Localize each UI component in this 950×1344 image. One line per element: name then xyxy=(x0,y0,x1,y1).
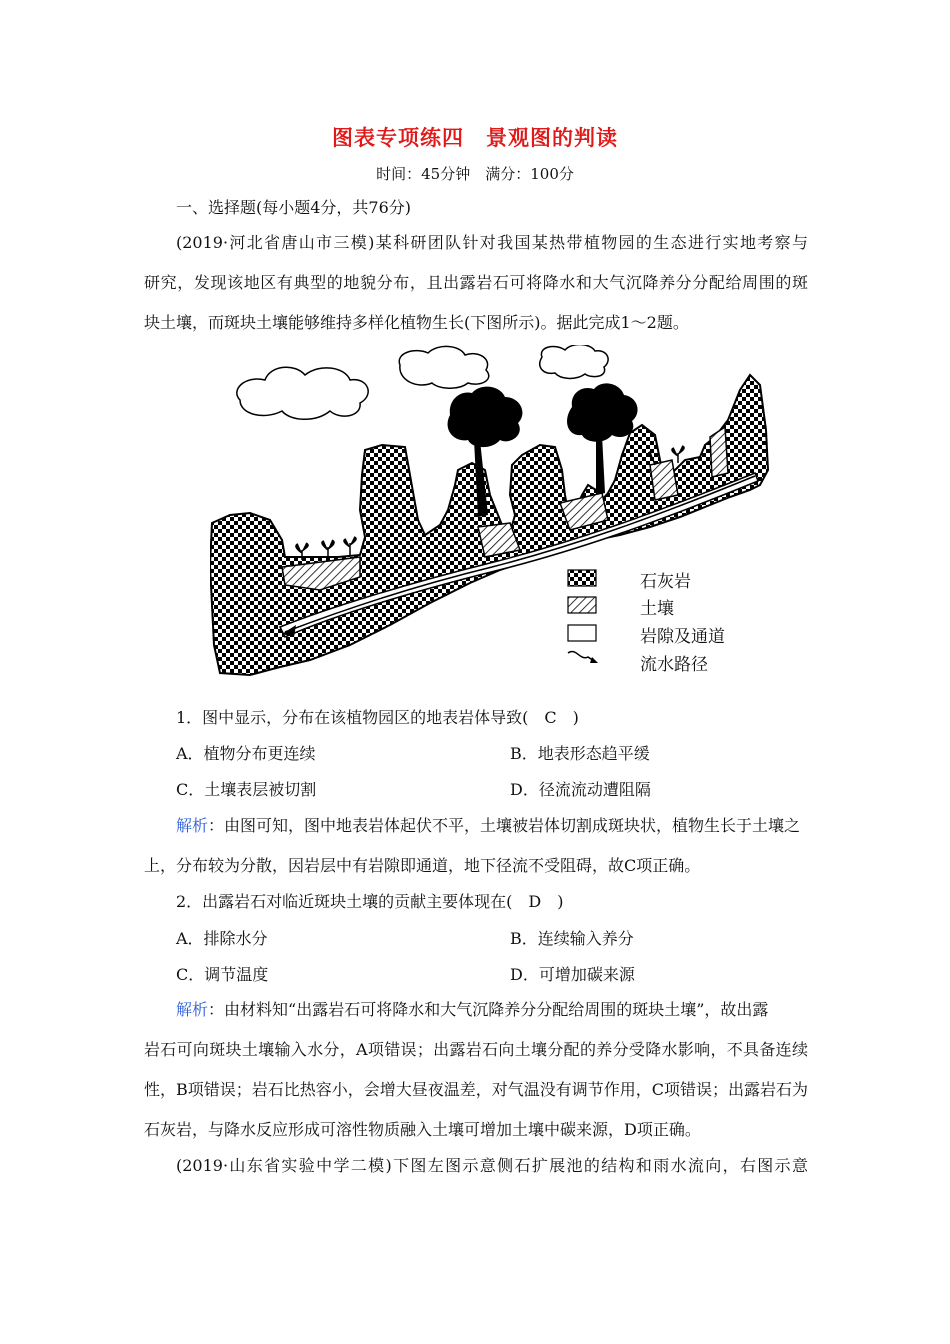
q2-option-a: A．排除水分 xyxy=(176,929,268,948)
intro-line-3: 块土壤，而斑块土壤能够维持多样化植物生长(下图所示)。据此完成1～2题。 xyxy=(144,313,689,332)
legend-gap-swatch xyxy=(568,625,596,641)
cloud-right xyxy=(540,345,608,378)
q1-explanation-line-2: 上，分布较为分散，因岩层中有岩隙即通道，地下径流不受阻碍，故C项正确。 xyxy=(144,856,701,875)
q2-explanation-line-4: 石灰岩，与降水反应形成可溶性物质融入土壤可增加土壤中碳来源，D项正确。 xyxy=(144,1120,701,1139)
intro-2: (2019·山东省实验中学二模)下图左图示意侧石扩展池的结构和雨水流向，右图示意 xyxy=(176,1156,808,1175)
q2-explanation-line-2: 岩石可向斑块土壤输入水分，A项错误；出露岩石向土壤分配的养分受降水影响，不具备连续 xyxy=(144,1040,808,1059)
q2-stem: 2．出露岩石对临近斑块土壤的贡献主要体现在( D ) xyxy=(176,892,564,911)
q1-option-c: C．土壤表层被切割 xyxy=(176,780,317,799)
page-title: 图表专项练四 景观图的判读 xyxy=(332,125,618,150)
q1-stem: 1．图中显示，分布在该植物园区的地表岩体导致( C ) xyxy=(176,708,579,727)
soil-patch-4 xyxy=(650,460,678,500)
legend-soil-label: 土壤 xyxy=(640,599,674,619)
q1-explanation-label: 解析 xyxy=(176,816,209,835)
soil-patch-5 xyxy=(710,427,728,477)
q2-option-b: B．连续输入养分 xyxy=(510,929,634,948)
cloud-middle xyxy=(399,346,489,388)
q2-explanation-label: 解析 xyxy=(176,1000,209,1019)
legend-gap-label: 岩隙及通道 xyxy=(640,627,725,647)
section-heading: 一、选择题(每小题4分，共76分) xyxy=(176,198,412,217)
q2-explanation-line-1: 解析：由材料知“出露岩石可将降水和大气沉降养分分配给周围的斑块土壤”，故出露 xyxy=(176,1000,769,1019)
intro-line-1: (2019·河北省唐山市三模)某科研团队针对我国某热带植物园的生态进行实地考察与 xyxy=(176,233,808,252)
legend-flow-label: 流水路径 xyxy=(640,655,708,675)
legend-limestone-label: 石灰岩 xyxy=(640,572,691,592)
q1-option-a: A．植物分布更连续 xyxy=(176,744,316,763)
intro-line-2: 研究，发现该地区有典型的地貌分布，且出露岩石可将降水和大气沉降养分分配给周围的斑 xyxy=(144,273,808,292)
q2-explanation-line-3: 性，B项错误；岩石比热容小，会增大昼夜温差，对气温没有调节作用，C项错误；出露岩石为 xyxy=(144,1080,809,1099)
q2-option-d: D．可增加碳来源 xyxy=(510,965,635,984)
q1-option-b: B．地表形态趋平缓 xyxy=(510,744,650,763)
time-score: 时间：45分钟 满分：100分 xyxy=(376,165,574,183)
q1-option-d: D．径流流动遭阻隔 xyxy=(510,780,651,799)
q1-explanation-line-1: 解析：由图可知，图中地表岩体起伏不平，土壤被岩体切割成斑块状，植物生长于土壤之 xyxy=(176,816,801,835)
q2-option-c: C．调节温度 xyxy=(176,965,269,984)
cloud-left xyxy=(237,367,368,419)
legend-limestone-swatch xyxy=(568,570,596,586)
legend-flow-swatch xyxy=(568,651,594,661)
legend-soil-swatch xyxy=(568,597,596,613)
